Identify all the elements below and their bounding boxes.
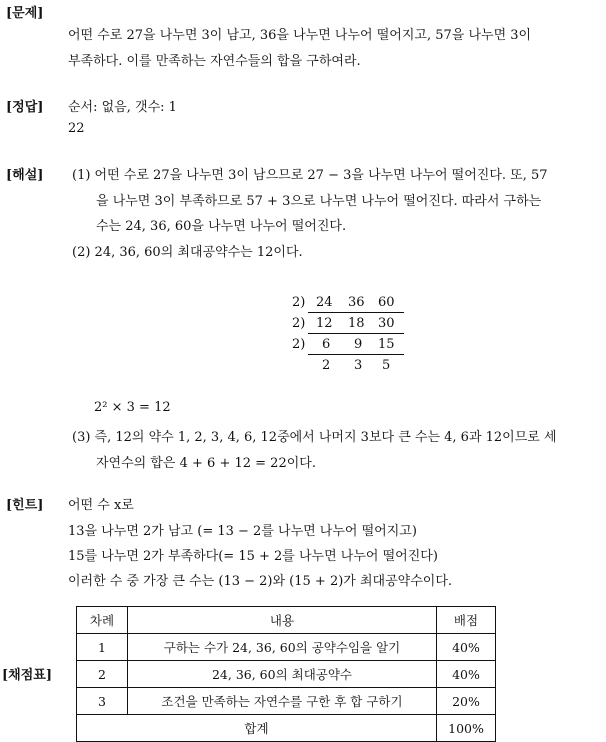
cell-points: 20% (437, 688, 496, 715)
ladder-cell: 18 (348, 316, 365, 331)
cell-content: 조건을 만족하는 자연수를 구한 후 합 구하기 (128, 688, 437, 715)
table-row (77, 688, 496, 715)
answer-line-1: 순서: 없음, 갯수: 1 (68, 100, 177, 115)
answer-line-2: 22 (68, 121, 85, 136)
hint-line-3: 15를 나누면 2가 부족하다(= 15 + 2를 나누면 나누어 떨어진다) (68, 549, 438, 564)
problem-line-2: 부족하다. 이를 만족하는 자연수들의 합을 구하여라. (68, 54, 361, 69)
ladder-cell: 15 (378, 337, 395, 352)
ladder-cell: 36 (348, 295, 365, 310)
ladder-cell: 2 (322, 358, 331, 373)
cell-order: 3 (77, 688, 128, 715)
ladder-line (308, 333, 404, 334)
solution-line-7: 자연수의 합은 4 + 6 + 12 = 22이다. (96, 456, 316, 471)
solution-line-2: 을 나누면 3이 부족하므로 57 + 3으로 나누면 나누어 떨어진다. 따라서 구하는 (96, 194, 542, 209)
ladder-line (308, 312, 404, 313)
table-row (77, 661, 496, 688)
cell-order: 2 (77, 661, 128, 688)
cell-content: 24, 36, 60의 최대공약수 (128, 661, 437, 688)
ladder-cell: 9 (354, 337, 363, 352)
ladder-cell: 6 (322, 337, 331, 352)
solution-line-4: (2) 24, 36, 60의 최대공약수는 12이다. (72, 245, 303, 260)
hint-line-2: 13을 나누면 2가 남고 (= 13 − 2를 나누면 나누어 떨어지고) (68, 524, 417, 539)
ladder-cell: 12 (316, 316, 333, 331)
solution-line-1: (1) 어떤 수로 27을 나누면 3이 남으므로 27 − 3을 나누면 나누어 떨어진다. 또, 57 (72, 168, 548, 183)
ladder-line (308, 354, 404, 355)
ladder-divisor: 2) (292, 295, 306, 310)
cell-points: 40% (437, 661, 496, 688)
total-value: 100% (437, 715, 496, 742)
problem-label: [문제] (6, 6, 44, 21)
total-label: 합계 (77, 715, 437, 742)
grading-table (76, 606, 496, 742)
ladder-cell: 5 (382, 358, 391, 373)
table-row (77, 634, 496, 661)
ladder-cell: 60 (378, 295, 395, 310)
header-order: 차례 (77, 607, 128, 634)
table-header-row (77, 607, 496, 634)
hint-line-1: 어떤 수 x로 (68, 498, 134, 513)
ladder-divisor: 2) (292, 316, 306, 331)
cell-content: 구하는 수가 24, 36, 60의 공약수임을 알기 (128, 634, 437, 661)
ladder-cell: 3 (354, 358, 363, 373)
cell-order: 1 (77, 634, 128, 661)
solution-line-6: (3) 즉, 12의 약수 1, 2, 3, 4, 6, 12중에서 나머지 3보다 큰 수는 4, 6과 12이므로 세 (72, 430, 557, 445)
ladder-row (288, 358, 418, 378)
hint-label: [힌트] (6, 498, 44, 513)
solution-label: [해설] (6, 168, 44, 183)
grading-label: [채점표] (2, 668, 52, 683)
header-content: 내용 (128, 607, 437, 634)
problem-line-1: 어떤 수로 27을 나누면 3이 남고, 36을 나누면 나누어 떨어지고, 57을 나누면 3이 (68, 28, 532, 43)
ladder-cell: 30 (378, 316, 395, 331)
solution-line-5: 2² × 3 = 12 (94, 400, 171, 415)
ladder-divisor: 2) (292, 337, 306, 352)
cell-points: 40% (437, 634, 496, 661)
table-total-row (77, 715, 496, 742)
hint-line-4: 이러한 수 중 가장 큰 수는 (13 − 2)와 (15 + 2)가 최대공약수이다. (68, 574, 453, 589)
division-ladder (288, 295, 418, 375)
ladder-cell: 24 (316, 295, 333, 310)
answer-label: [정답] (6, 100, 44, 115)
header-points: 배점 (437, 607, 496, 634)
solution-line-3: 수는 24, 36, 60을 나누면 나누어 떨어진다. (96, 219, 347, 234)
